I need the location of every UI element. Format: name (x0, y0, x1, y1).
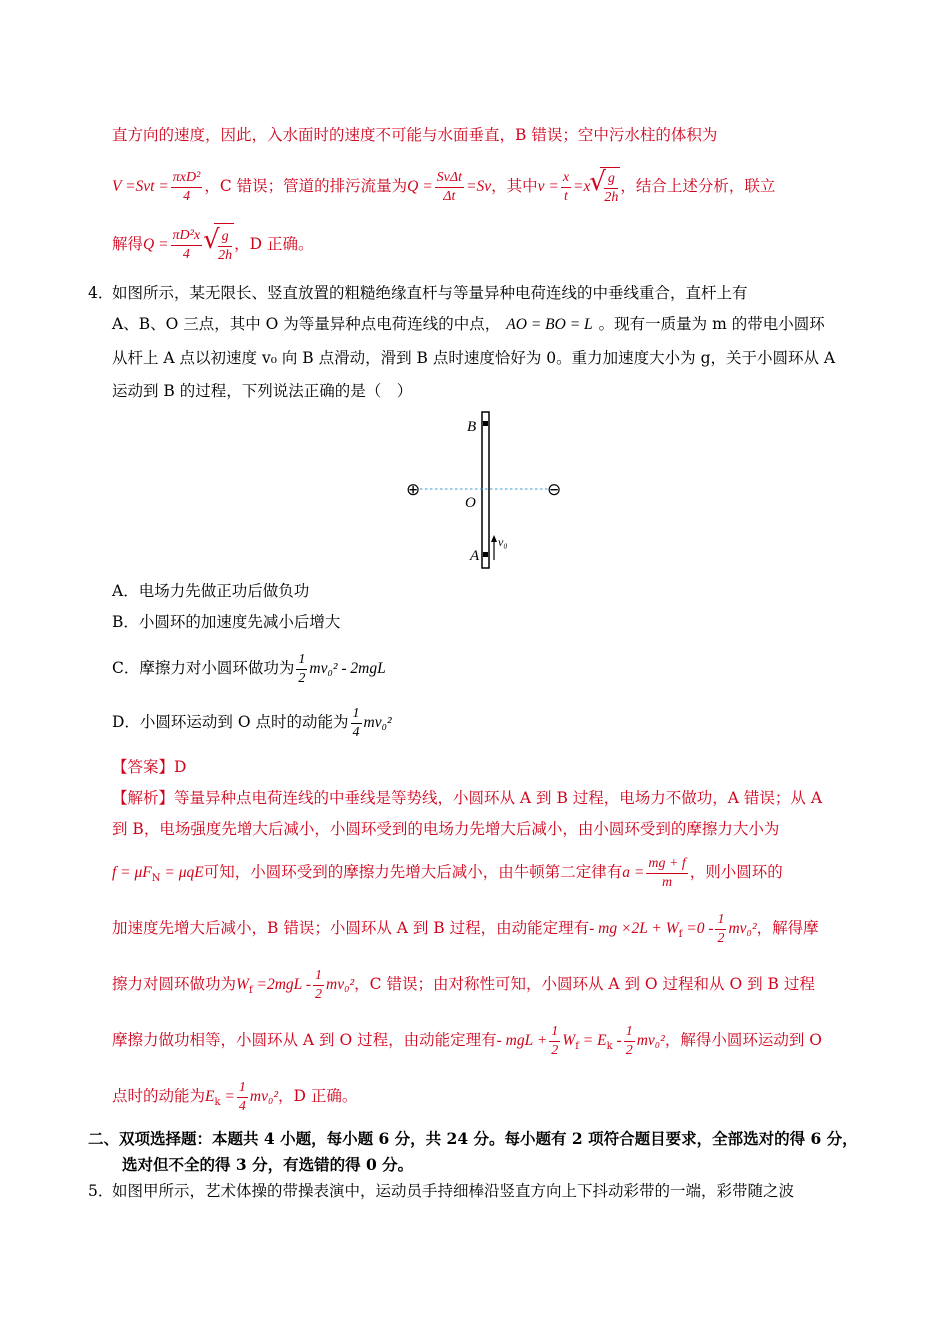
point-a-marker (483, 552, 488, 557)
fraction: $\frac{\text{SvΔt}}{\Delta t}$ (436, 169, 462, 204)
point-b-marker (483, 421, 488, 426)
prev-solution-line-1: 直方向的速度，因此，入水面时的速度不可能与水面垂直，B 错误；空中污水柱的体积为 (112, 126, 718, 144)
fraction: $\frac{\text{πxD²}}{4}$ (172, 169, 201, 204)
prev-solution-line-2: V =Svt = $\frac{\text{πxD²}}{4}$ ，C 错误；管道的排污流量为Q = $\frac{\text{SvΔt}}{\Delta t}$ =Sv，其中v = $\frac{x}{t}$ =x √ $\frac{g}{2h}$ ，结合上述分析，联立 (112, 166, 775, 206)
fraction: $\frac{x}{t}$ (562, 169, 570, 204)
label-b: B (467, 419, 477, 435)
option-a: A．电场力先做正功后做负功 (112, 582, 310, 600)
negative-charge-icon: ⊖ (547, 480, 562, 500)
velocity-arrowhead (491, 535, 497, 542)
prev-solution-line-3: 解得Q = $\frac{\text{πD²x}}{4}$ √ $\frac{g}{2h}$ ，D 正确。 (112, 222, 313, 266)
option-c: C．摩擦力对小圆环做功为 $\frac{1}{2}$ mv₀² - 2mgL (112, 651, 386, 686)
question-4-line-1: 如图所示，某无限长、竖直放置的粗糙绝缘直杆与等量异种电荷连线的中垂线重合，直杆上有 (112, 284, 748, 302)
question-number: 4． (88, 284, 114, 302)
question-number: 5． (88, 1182, 114, 1200)
question-4-line-2: A、B、O 三点，其中 O 为等量异种点电荷连线的中点， AO = BO = L 。现有一质量为 m 的带电小圆环 (112, 315, 825, 333)
analysis-line-7: 点时的动能为$E_k$ = $\frac{1}{4}$ mv₀²，D 正确。 (112, 1079, 358, 1114)
vertical-rod (482, 412, 489, 568)
analysis-line-5: 擦力对圆环做功为$W_f =2mgL$ - $\frac{1}{2}$ mv₀²，C 错误；由对称性可知，小圆环从 A 到 O 过程和从 O 到 B 过程 (112, 967, 815, 1002)
analysis-line-2: 到 B，电场强度先增大后减小，小圆环受到的电场力先增大后减小，由小圆环受到的摩擦力大小为 (112, 820, 780, 838)
answer-label: 【答案】D (112, 758, 187, 776)
label-o: O (465, 495, 476, 511)
label-a: A (470, 548, 480, 564)
analysis-line-1: 【解析】等量异种点电荷连线的中垂线是等势线，小圆环从 A 到 B 过程，电场力不做功，A 错误；从 A (112, 789, 823, 807)
option-b: B．小圆环的加速度先减小后增大 (112, 613, 341, 631)
section-2-heading: 二、双项选择题：本题共 4 小题，每小题 6 分，共 24 分。每小题有 2 项符合题目要求，全部选对的得 6 分， (88, 1129, 858, 1148)
positive-charge-icon: ⊕ (406, 480, 421, 500)
question-4-line-4: 运动到 B 的过程，下列说法正确的是（ ） (112, 382, 413, 400)
rod-charges-figure (400, 408, 570, 573)
square-root: √ $\frac{g}{2h}$ (214, 223, 234, 268)
question-4-line-3: 从杆上 A 点以初速度 v₀ 向 B 点滑动，滑到 B 点时速度恰好为 0。重力加速度大小为 g，关于小圆环从 A (112, 349, 836, 367)
square-root: √ $\frac{g}{2h}$ (600, 167, 620, 208)
analysis-line-3: $f = \mu F_N = \mu qE$可知，小圆环受到的摩擦力先增大后减小，由牛顿第二定律有a = $\frac{mg + f}{m}$ ，则小圆环的 (112, 855, 783, 890)
analysis-line-6: 摩擦力做功相等，小圆环从 A 到 O 过程，由动能定理有- mgL + $\frac{1}{2}$ $W_f = E_k$ - $\frac{1}{2}$ mv₀²，解得小圆环运动到 O (112, 1023, 822, 1058)
analysis-line-4: 加速度先增大后减小，B 错误；小圆环从 A 到 B 过程，由动能定理有- mg $\times 2L + W_f =0$ - $\frac{1}{2}$ mv₀²，解得摩 (112, 911, 819, 946)
label-v0: v₀ (498, 535, 508, 549)
section-2-heading-cont: 选对但不全的得 3 分，有选错的得 0 分。 (122, 1155, 414, 1174)
question-5-line-1: 如图甲所示，艺术体操的带操表演中，运动员手持细棒沿竖直方向上下抖动彩带的一端，彩带随之波 (112, 1182, 795, 1200)
fraction: $\frac{\text{πD²x}}{4}$ (172, 227, 201, 262)
option-d: D．小圆环运动到 O 点时的动能为 $\frac{1}{4}$ mv₀² (112, 705, 392, 740)
